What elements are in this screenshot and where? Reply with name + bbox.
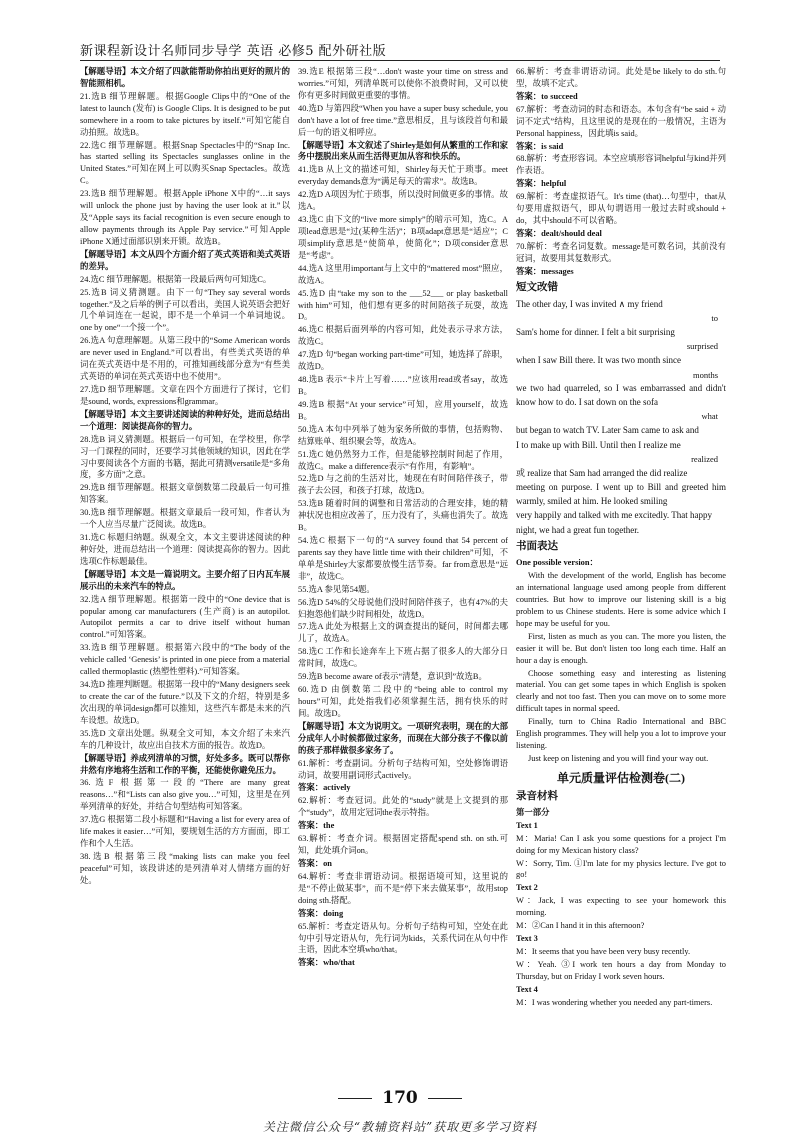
correction-line: months <box>692 369 718 380</box>
explanation-item: 51.选C 她仍然努力工作，但是能够控制时间起了作用，故选C。make a difference表示“有作用，有影响”。 <box>298 449 508 471</box>
explanation-item: 26.选A 句意理解题。从第三段中的“Some American words are never used in England.”可以看出，有些美式英语的单词在英式英语中是不用的，可推知画线部分意为“有些美式英语的单词在英式英语中也不使用”。 <box>80 336 290 382</box>
writing-paragraph: With the development of the world, English has become an international language used among people from different countries. But how to improve our listening skill is a big problem to us Chinese students. Here is some advice which I hope may be useful for you. <box>516 571 726 628</box>
explanation-item: 答案：dealt/should deal <box>516 228 602 238</box>
explanation-item: 答案：doing <box>298 908 344 918</box>
explanation-item: 33.选B 细节理解题。根据第六段中的“The body of the vehicle called ‘Genesis’ is printed in one piece from a material called thermoplastic (热塑性塑料).”可知答案。 <box>80 643 290 677</box>
explanation-item: 49.选B 根据“At your service”可知，应用yourself，故选B。 <box>298 399 508 421</box>
explanation-item: 56.选D 54%的父母说他们没时间陪伴孩子，也有47%的夫妇抱怨他们缺少时间相处，故选D。 <box>298 597 508 619</box>
dialog-line: M：Maria! Can I ask you some questions for a project I'm doing for my Mexican history class? <box>516 833 726 855</box>
explanation-item: 答案：the <box>298 821 335 831</box>
column-middle <box>298 66 508 1086</box>
explanation-item: 21.选B 细节理解题。根据Google Clips中的“One of the latest to launch (发布) is Google Clips. It is designed to be put somewhere in a room to take pictures by itself.”可知它能自动拍照。故选B。 <box>80 91 290 137</box>
explanation-item: 65.解析：考查定语从句。分析句子结构可知，空处在此句中引导定语从句，先行词为kids，关系代词在从句中作主语，因此本空填who/that。 <box>298 921 508 955</box>
correction-line: Sam's home for dinner. I felt a bit surprising <box>516 326 675 337</box>
writing-sample <box>516 570 726 765</box>
dialog-line: M：②Can I hand it in this afternoon? <box>516 921 645 931</box>
explanation-item: 52.选D 与之前的生活对比，她现在有时间陪伴孩子，带孩子去公园，和孩子打球，故选D。 <box>298 474 508 496</box>
correction-line: meeting on purpose. I went up to Bill and greeted him warmly, smiled at him. He looked smiling <box>516 482 726 506</box>
dialog-line: Text 3 <box>516 934 538 944</box>
explanation-item: 47.选D 句“began working part-time”可知，她选择了辞职，故选D。 <box>298 350 508 372</box>
unit-title: 单元质量评估检测卷(二) <box>557 770 685 785</box>
explanation-item: 30.选B 细节理解题。根据文章最后一段可知，作者认为一个人应当尽量广泛阅读。故选B。 <box>80 508 290 530</box>
column-left <box>80 66 290 1086</box>
listening-script <box>516 820 726 1009</box>
explanation-item: 答案：messages <box>516 266 574 276</box>
explanation-item: 22.选C 细节理解题。根据Snap Spectacles中的“Snap Inc. has started selling its Spectacles sunglasses online in the United States.”可知在网上可以购买Snap Spectacles。故选C。 <box>80 140 290 186</box>
writing-title: 书面表达 <box>516 541 558 553</box>
explanation-item: 43.选C 由下文的“live more simply”的暗示可知，选C。A项lead意思是“过(某种生活)”；B项adapt意思是“适应”；C项simplify意思是“使简单，使简化”；D项consider意思是“考虑”。 <box>298 215 508 260</box>
explanation-item: 32.选A 细节理解题。根据第一段中的“One device that is popular among car manufacturers (生产商) is an autopilot. Autopilot permits a car to drive itself without human control.”可知答案。 <box>80 594 290 640</box>
column-right <box>516 66 726 1086</box>
footer-note: 关注微信公众号“教辅资料站”获取更多学习资料 <box>262 1120 538 1134</box>
dialog-line: W：Yeah. ③I work ten hours a day from Monday to Thursday, but on Friday I work seven hours. <box>516 959 726 981</box>
dialog-line: M：I was wondering whether you needed any part-timers. <box>516 997 713 1007</box>
explanation-item: 69.解析：考查虚拟语气。It's time (that)…句型中，that从句要用虚拟语气，即从句谓语用一般过去时或should + do，其中should不可以省略。 <box>516 192 726 226</box>
explanation-item: 53.选B 随着时间的调整和日常活动的合理安排，她的精神状况也相应改善了，压力没有了，头痛也消失了。故选B。 <box>298 499 508 533</box>
correction-line: I to make up with Bill. Until then I realize me <box>516 439 681 450</box>
explanation-item: 42.选D A项因为忙于琐事，所以没时间做更多的事情。故选A。 <box>298 190 508 212</box>
explanation-item: 66.解析：考查非谓语动词。此处是be likely to do sth.句型，故填不定式。 <box>516 67 726 88</box>
explanation-item: 58.选C 工作和长途奔车上下班占据了很多人的大部分日常时间，故选C。 <box>298 647 508 669</box>
explanation-item: 【解题导语】本文为说明文。一项研究表明，现在的大部分成年人小时候都做过家务，而现在大部分孩子不像以前的孩子那样做很多家务了。 <box>298 721 508 755</box>
correction-line: but began to watch TV. Later Sam came to ask and <box>516 425 699 436</box>
explanation-item: 答案：on <box>298 859 332 868</box>
explanation-item: 70.解析：考查名词复数。message是可数名词，其前没有冠词，故要用其复数形式。 <box>516 241 726 263</box>
explanation-item: 60.选D 由倒数第二段中的“being able to control my hours”可知，此处指我们必须掌握生活，拥有快乐的时间。故选D。 <box>298 685 508 718</box>
dialog-line: M：It seems that you have been very busy recently. <box>516 946 691 956</box>
writing-paragraph: First, listen as much as you can. The more you listen, the easier it will be. But don't listen too long each time. Half an hour a day is enough. <box>516 631 726 665</box>
explanation-item: 35.选D 文章出处题。纵观全文可知，本文介绍了未来汽车的几种设计，故应出自技术方面的报告。故选D。 <box>80 728 290 750</box>
dialog-line: Text 4 <box>516 984 538 994</box>
correction-passage <box>516 298 726 538</box>
explanation-item: 29.选B 细节理解题。根据文章倒数第二段最后一句可推知答案。 <box>80 483 290 505</box>
explanation-item: 36.选F 根据第一段的“There are many great reasons…”和“Lists can also give you…”可知，这里是在列举列清单的好处，并结合句型结构可知答案。 <box>80 778 290 812</box>
page-number: 170 <box>0 1088 800 1108</box>
explanation-item: 38.选B 根据第三段“making lists can make you feel peaceful”可知，该段讲述的是列清单对人情绪方面的好处。 <box>80 852 290 885</box>
explanation-item: 55.选A 参见第54题。 <box>298 584 375 594</box>
dialog-line: Text 2 <box>516 883 538 893</box>
explanation-item: 答案：is said <box>516 141 564 151</box>
header-rule <box>80 60 720 61</box>
explanation-item: 28.选B 词义猜测题。根据后一句可知，在学校里，你学习一门课程的同时，还要学习其他领域的知识，因此在学习中要阅读各个方面的书籍，据此可猜测versatile是“多角度，多方面”之意。 <box>80 434 290 480</box>
writing-paragraph: Choose something easy and interesting as listening material. You can get some tapes in which English is spoken clearly and not too fast. Then you can move on to some more difficult tapes in normal speed. <box>516 668 726 714</box>
correction-line: 或 realize that Sam had arranged the did realize <box>516 467 688 478</box>
explanation-item: 41.选B 从上文的描述可知，Shirley每天忙于琐事。meet everyday demands意为“满足每天的需求”。故选B。 <box>298 165 508 187</box>
writing-paragraph: Just keep on listening and you will find your way out. <box>528 753 709 763</box>
explanation-item: 答案：to succeed <box>516 91 578 101</box>
correction-line: very happily and talked with me excitedly. That happy <box>516 510 712 521</box>
dialog-line: W：Jack, I was expecting to see your homework this morning. <box>516 896 726 918</box>
explanation-item: 64.解析：考查非谓语动词。根据语境可知，这里说的是“不停止做某事”，而不是“停下来去做某事”，故用stop doing sth.搭配。 <box>298 871 508 905</box>
explanation-item: 答案：actively <box>298 783 351 793</box>
correction-line: realized <box>691 454 718 465</box>
correction-title: 短文改错 <box>516 281 558 293</box>
part-title: 第一部分 <box>516 807 550 817</box>
writing-paragraph: Finally, turn to China Radio International and BBC English programmes. They will help you a lot to improve your listening. <box>516 717 726 751</box>
dialog-line: W：Sorry, Tim. ①I'm late for my physics lecture. I've got to go! <box>516 858 726 880</box>
running-header: 新课程新设计名师同步导学 英语 必修5 配外研社版 <box>80 44 387 59</box>
explanation-item: 37.选G 根据第二段小标题和“Having a list for every area of life makes it easier…”可知，要规划生活的方方面面，即工作和个人生活。 <box>80 815 290 849</box>
explanation-item: 【解题导语】本文介绍了四款能帮助你拍出更好的照片的智能照相机。 <box>80 67 290 88</box>
explanation-item: 答案：who/that <box>298 958 355 968</box>
explanation-item: 45.选D 由“take my son to the ___52___ or play basketball with him”可知，他们想有更多的时间陪孩子玩耍，故选D。 <box>298 288 508 322</box>
explanation-item: 31.选C 标题归纳题。纵观全文，本文主要讲述阅读的种种好处，进而总结出一个道理：阅读提高你的智力。因此选项C作标题最佳。 <box>80 533 290 566</box>
explanation-item: 24.选C 细节理解题。根据第一段最后两句可知选C。 <box>80 274 272 284</box>
explanation-item: 48.选B 表示“卡片上写着……”应该用read或者say，故选B。 <box>298 375 508 396</box>
explanation-item: 【解题导语】本文是一篇说明文。主要介绍了日内瓦车展展示出的未来汽车的特点。 <box>80 569 290 591</box>
explanation-item: 40.选D 与第四段“When you have a super busy schedule, you don't have a lot of free time.”意思相反，且与该段首句和最后一句的语义相呼应。 <box>298 103 508 137</box>
explanation-item: 34.选D 推理判断题。根据第一段中的“Many designers seek to create the car of the future.”以及下文的介绍，特别是多次出现的单词design都可以推知，这些汽车都是未来的汽车设想。故选D。 <box>80 680 290 725</box>
explanation-item: 【解题导语】养成列清单的习惯，好处多多。既可以帮你井然有序地将生活和工作的平衡，还能使你避免压力。 <box>80 753 290 775</box>
explanation-item: 46.选C 根据后面列举的内容可知，此处表示寻求方法，故选C。 <box>298 325 508 347</box>
explanation-item: 44.选A 这里用important与上文中的“mattered most”照应，故选A。 <box>298 263 508 285</box>
page-body <box>80 66 728 1086</box>
explanation-item: 63.解析：考查介词。根据固定搭配spend sth. on sth.可知，此处填介词on。 <box>298 834 508 856</box>
explanation-item: 50.选A 本句中列举了她为家务所做的事情，包括购物、结算账单、组织聚会等，故选A。 <box>298 424 508 446</box>
script-title: 录音材料 <box>516 790 558 802</box>
explanation-item: 27.选D 细节理解题。文章在四个方面进行了探讨，它们是sound, words, expressions和grammar。 <box>80 384 290 406</box>
explanation-item: 23.选B 细节理解题。根据Apple iPhone X中的“…it says will unlock the phone just by having the user look at it.”以及“Apple says its facial recognition is even secure enough to allow payments through its Apple Pay service.”可知Apple iPhone X通过面部识别来开锁。故选B。 <box>80 189 290 246</box>
answers-66-70 <box>516 66 726 278</box>
correction-line: we two had quarreled, so I was embarrassed and didn't know how to do. I sat down on the sofa <box>516 383 726 407</box>
explanation-item: 57.选A 此处为根据上文的调查提出的疑问，时间都去哪儿了，故选A。 <box>298 622 508 644</box>
explanation-item: 【解题导语】本文叙述了Shirley是如何从繁重的工作和家务中摆脱出来从而生活得更加从容和快乐的。 <box>298 140 508 162</box>
explanation-item: 25.选B 词义猜测题。由下一句“They say several words together.”及之后举的例子可以看出，美国人说英语会把好几个单词连在一起说，即不是一个单词一个单词地说。one by one“一个接一个”。 <box>80 287 290 333</box>
explanation-item: 67.解析：考查动词的时态和语态。本句含有“be said + 动词不定式”结构，且这里说的是现在的一般情况，主语为Personal happiness，因此填is said。 <box>516 104 726 138</box>
explanation-item: 答案：helpful <box>516 179 567 189</box>
correction-line: when I saw Bill there. It was two month since <box>516 355 681 366</box>
explanation-item: 【解题导语】本文从四个方面介绍了英式英语和美式英语的差异。 <box>80 249 290 271</box>
correction-line: surprised <box>686 341 718 352</box>
explanation-item: 62.解析：考查冠词。此处的“study”就是上文提到的那个“study”，故用定冠词the表示特指。 <box>298 796 508 818</box>
correction-line: night, we had a great fun together. <box>516 524 639 535</box>
explanation-item: 54.选C 根据下一句的“A survey found that 54 percent of parents say they have little time with their children”可知，不单单是Shirley大家都要放慢生活节奏。far from意思是“远非”，故选C。 <box>298 536 508 581</box>
explanation-item: 39.选E 根据第三段“…don't waste your time on stress and worries.”可知，列清单既可以使你不浪费时间，又可以使你有更多时间做更重要的事情。 <box>298 67 508 100</box>
explanation-item: 61.解析：考查副词。分析句子结构可知，空处修饰谓语动词，故要用副词形式actively。 <box>298 758 508 780</box>
explanation-item: 59.选B become aware of表示“清楚，意识到”故选B。 <box>298 672 487 682</box>
correction-line: what <box>701 411 718 422</box>
correction-line: to <box>711 313 718 324</box>
explanation-item: 68.解析：考查形容词。本空应填形容词helpful与kind并列作表语。 <box>516 154 726 176</box>
dialog-line: Text 1 <box>516 820 538 830</box>
writing-subtitle: One possible version： <box>516 558 598 568</box>
explanation-item: 【解题导语】本文主要讲述阅读的种种好处，进而总结出一个道理：阅读提高你的智力。 <box>80 409 290 431</box>
correction-line: The other day, I was invited ∧ my friend <box>516 298 663 309</box>
